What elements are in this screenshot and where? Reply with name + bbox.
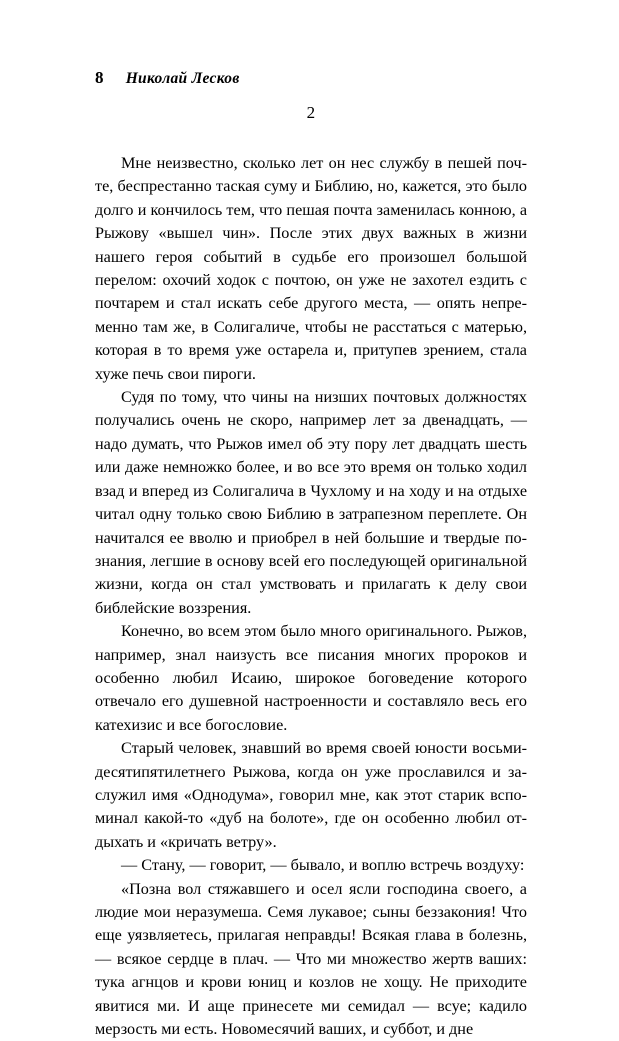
text-block (95, 104, 527, 1041)
running-head (95, 68, 525, 88)
paragraph: Старый человек, знавший во время своей юности восьмидесятипятилетнего Рыжова, когда он уже прославился и заслужил имя «Однодума», говорил мне, как этот старик вспоминал какой-то «дуб на болоте», где он особенно любил отдыхать и «кричать ветру». (95, 739, 527, 851)
running-title-author: Николай Лесков (125, 70, 240, 87)
dialogue-line: — Стану, — говорит, — бывало, и воплю встречь воздуху: (121, 856, 525, 875)
paragraph: Мне неизвестно, сколько лет он нес службу в пешей почте, беспрестанно таская суму и Библию, но, кажется, это было долго и кончилось тем, что пешая почта заменилась конною, а Рыжову «вышел чин». После этих двух важных в жизни нашего героя событий в судьбе его произошел большой перелом: охочий ходок с почтою, он уже не захотел ездить с почтарем и стал искать себе другого места, — опять непременно там же, в Солигаличе, чтобы не расстаться с матерью, которая в то время уже остарела и, притупев зрением, стала хуже печь свои пироги. (95, 154, 527, 383)
scripture-quotation: «Позна вол стяжавшего и осел ясли господина своего, а людие мои неразумеша. Семя лукавое; сыны беззакония! Что еще уязвляетесь, прилагая неправды! Всякая глава в болезнь, — всякое сердце в плач. — Что ми множество жертв ваших: тука агнцов и крови юниц и козлов не хощу. Не приходите явитися ми. И аще принесете ми семидал — всуе; кадило мерзость ми есть. Новомесячий ваших, и суббот, и дне (95, 879, 527, 1039)
paragraph: Судя по тому, что чины на низших почтовых должностях получались очень не скоро, например лет за двенадцать, — надо думать, что Рыжов имел об эту пору лет двадцать шесть или даже немножко более, и во все это время он только ходил взад и вперед из Солигалича в Чухлому и на ходу и на отдыхе читал одну только свою Библию в затрапезном переплете. Он начитался ее вволю и приобрел в ней большие и твердые познания, легшие в основу всей его последующей оригинальной жизни, когда он стал умствовать и прилагать к делу свои библейские воззрения. (95, 388, 527, 617)
paragraph: Конечно, во всем этом было много оригинального. Рыжов, например, знал наизусть все писания многих пророков и особенно любил Исаию, широкое боговедение которого отвечало его душевной настроенности и составляло весь его катехизис и все богословие. (95, 622, 527, 734)
page-number: 8 (95, 68, 104, 87)
chapter-number: 2 (306, 103, 316, 122)
